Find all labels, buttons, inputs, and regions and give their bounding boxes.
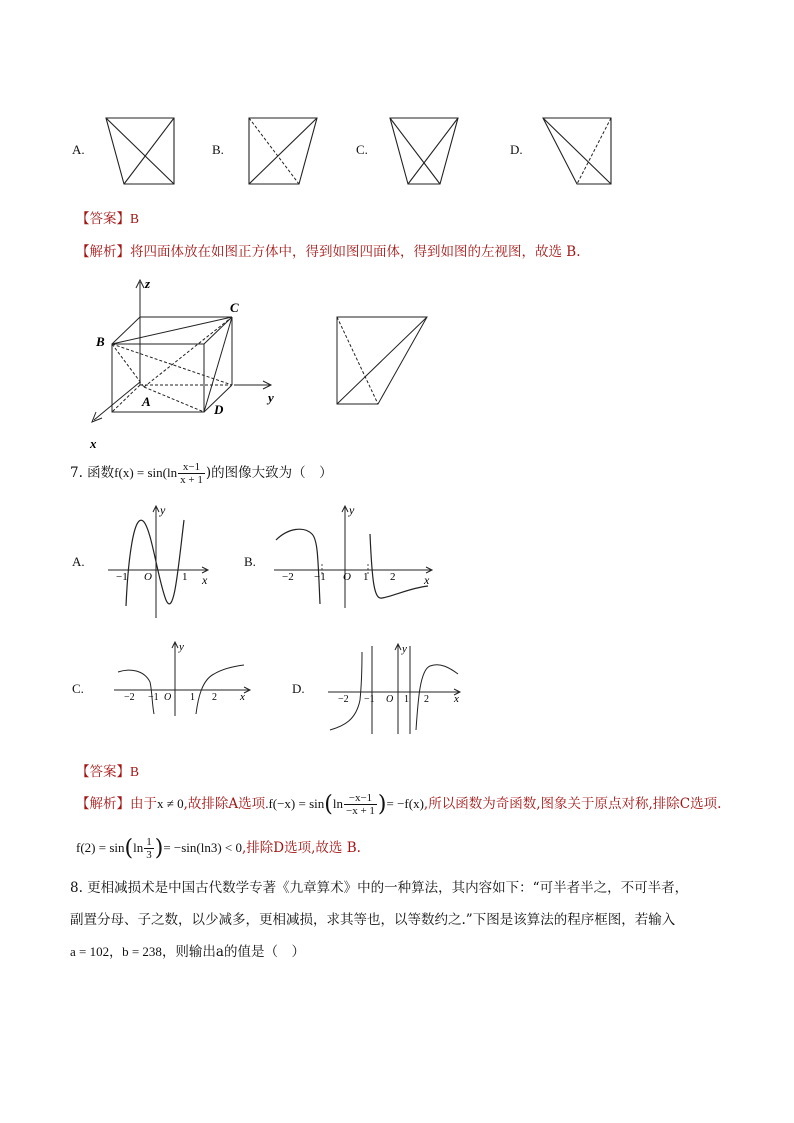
svg-text:−1: −1 bbox=[148, 692, 159, 703]
svg-text:O: O bbox=[164, 692, 172, 703]
answer-line-2 bbox=[76, 760, 139, 780]
left-view-figure bbox=[334, 314, 432, 408]
svg-text:−2: −2 bbox=[124, 692, 135, 703]
svg-text:−2: −2 bbox=[282, 571, 294, 583]
svg-text:−1: −1 bbox=[116, 571, 128, 583]
answer-tag: 【答案】 bbox=[76, 764, 130, 780]
q7-option-b-label: B. bbox=[244, 554, 256, 569]
q7-graph-d bbox=[326, 640, 464, 738]
svg-text:O: O bbox=[386, 694, 394, 705]
q7-option-c-label: C. bbox=[72, 681, 84, 696]
answer-tag: 【答案】 bbox=[76, 211, 130, 227]
svg-text:O: O bbox=[343, 571, 351, 583]
answer-value: B bbox=[130, 764, 140, 779]
svg-text:−1: −1 bbox=[364, 694, 375, 705]
svg-text:−2: −2 bbox=[338, 694, 349, 705]
option-c-label: C. bbox=[356, 142, 368, 157]
answer-value: B bbox=[130, 211, 140, 226]
question-8-line-3: a = 102，b = 238，则输出a的值是（ ） bbox=[70, 944, 305, 960]
svg-text:−1: −1 bbox=[314, 571, 326, 583]
svg-text:y: y bbox=[179, 641, 184, 653]
svg-text:y: y bbox=[160, 503, 166, 517]
question-8-line-1: 8. 更相减损术是中国古代数学专著《九章算术》中的一种算法，其内容如下：“可半者半之，不可半者， bbox=[70, 880, 689, 896]
svg-text:1: 1 bbox=[190, 692, 195, 703]
q7-graph-a bbox=[104, 500, 214, 622]
axis-x-label: x bbox=[90, 436, 97, 451]
svg-text:1: 1 bbox=[363, 571, 369, 583]
analysis-text: 将四面体放在如图正方体中，得到如图四面体，得到如图的左视图，故选 B. bbox=[130, 244, 581, 260]
svg-text:x: x bbox=[240, 691, 245, 703]
option-a-label: A. bbox=[72, 142, 85, 157]
option-b-label: B. bbox=[212, 142, 224, 157]
vertex-a-label: A bbox=[142, 394, 151, 409]
q7-graph-c bbox=[110, 638, 256, 718]
svg-text:1: 1 bbox=[182, 571, 188, 583]
vertex-d-label: D bbox=[214, 402, 224, 417]
cube-figure bbox=[84, 272, 284, 452]
svg-text:2: 2 bbox=[424, 694, 429, 705]
svg-text:x: x bbox=[202, 573, 208, 587]
option-d-label: D. bbox=[510, 142, 523, 157]
svg-text:1: 1 bbox=[404, 694, 409, 705]
option-d-figure bbox=[541, 116, 613, 186]
option-a-figure bbox=[104, 116, 176, 186]
answer-line-1 bbox=[76, 207, 139, 227]
svg-text:y: y bbox=[402, 643, 407, 655]
option-b-figure bbox=[247, 116, 319, 186]
q7-option-d-label: D. bbox=[292, 681, 305, 696]
vertex-b-label: B bbox=[96, 334, 105, 349]
axis-y-label: y bbox=[268, 390, 274, 405]
question-8-line-2: 副置分母、子之数，以少减多，更相减损，求其等也，以等数约之.”下图是该算法的程序框图，若输入 bbox=[70, 912, 676, 928]
option-c-figure bbox=[388, 116, 460, 186]
svg-text:O: O bbox=[144, 571, 152, 583]
svg-text:x: x bbox=[424, 573, 430, 587]
svg-text:2: 2 bbox=[390, 571, 396, 583]
svg-text:x: x bbox=[454, 693, 459, 705]
analysis-2-line-2: f(2) = sin(ln $\frac{1}{3}$ )= −sin(ln3) < 0,排除D选项,故选 B. bbox=[76, 836, 361, 861]
analysis-2-line-1: 【解析】由于x ≠ 0,故排除A选项.f(−x) = sin(ln $\frac{-x-1}{-x + 1}$ )= −f(x),所以函数为奇函数,图象关于原点对称,排除C选项. bbox=[76, 792, 722, 817]
analysis-tag: 【解析】 bbox=[76, 244, 130, 260]
q7-graph-b bbox=[270, 500, 436, 610]
q7-option-a-label: A. bbox=[72, 554, 85, 569]
axis-z-label: z bbox=[145, 276, 151, 291]
vertex-c-label: C bbox=[230, 300, 239, 315]
svg-text:2: 2 bbox=[212, 692, 217, 703]
svg-text:y: y bbox=[349, 503, 355, 517]
analysis-line-1 bbox=[76, 240, 581, 260]
question-7-stem: 7. 函数f(x) = sin(ln $\frac{x-1}{x + 1}$ )的图像大致为（ ） bbox=[70, 461, 333, 486]
